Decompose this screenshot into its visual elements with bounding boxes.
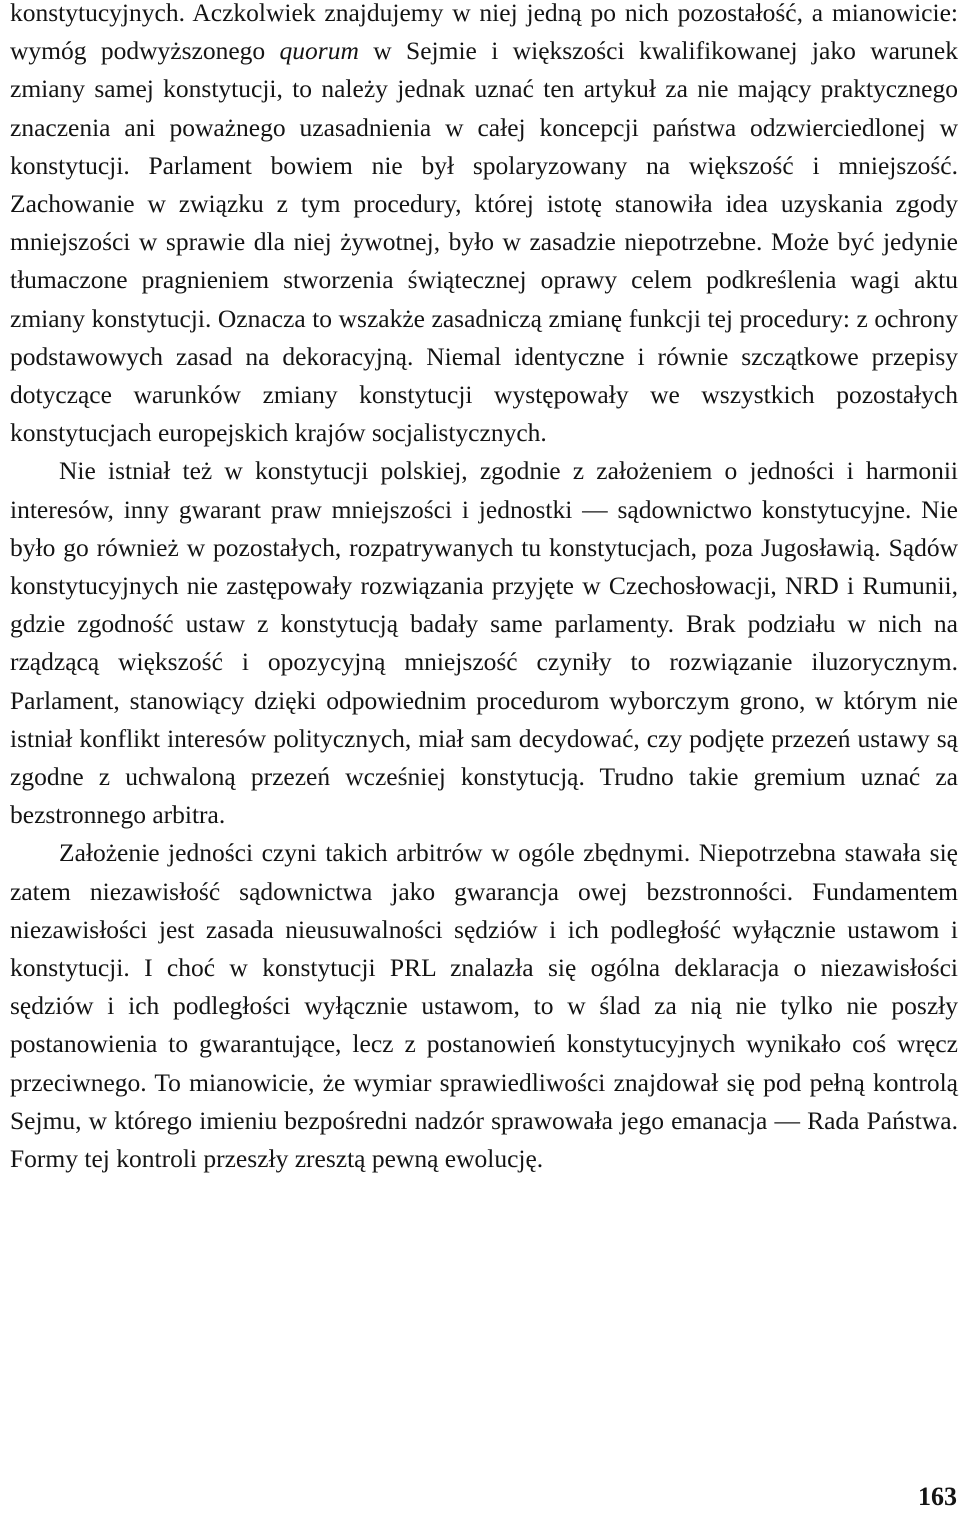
paragraph-1 — [10, 0, 958, 452]
page-body — [10, 0, 958, 1178]
page-number: 163 — [918, 1482, 957, 1511]
paragraph-2: Nie istniał też w konstytucji polskiej, zgodnie z założeniem o jedności i harmonii interesów, inny gwarant praw mniejszości i jednostki — sądownictwo konstytucyjne. Nie było go również w pozostałych, rozpatrywanych tu konstytucjach, poza Jugosławią. Sądów konstytucyjnych nie zastępowały rozwiązania przyjęte w Czechosłowacji, NRD i Rumunii, gdzie zgodność ustaw z konstytucją badały same parlamenty. Brak podziału w nich na rządzącą większość i opozycyjną mniejszość czyniły to rozwiązanie iluzorycznym. Parlament, stanowiący dzięki odpowiednim procedurom wyborczym grono, w którym nie istniał konflikt interesów politycznych, miał sam decydować, czy podjęte przezeń ustawy są zgodne z uchwaloną przezeń wcześniej konstytucją. Trudno takie gremium uznać za bezstronnego arbitra. — [10, 456, 958, 830]
paragraph-3: Założenie jedności czyni takich arbitrów w ogóle zbędnymi. Niepotrzebna stawała się zatem niezawisłość sądownictwa jako gwarancja owej bezstronności. Fundamentem niezawisłości jest zasada nieusuwalności sędziów i ich podległość wyłącznie ustawom i konstytucji. I choć w konstytucji PRL znalazła się ogólna deklaracja o niezawisłości sędziów i ich podległości wyłącznie ustawom, to w ślad za nią nie tylko nie poszły postanowienia to gwarantujące, lecz z postanowień konstytucyjnych wynikało coś wręcz przeciwnego. To mianowicie, że wymiar sprawiedliwości znajdował się pod pełną kontrolą Sejmu, w którego imieniu bezpośredni nadzór sprawowała jego emanacja — Rada Państwa. Formy tej kontroli przeszły zresztą pewną ewolucję. — [10, 838, 958, 1174]
paragraph-1-emphasis: quorum — [279, 36, 359, 66]
paragraph-1-text-after: w Sejmie i większości kwalifikowanej jako warunek zmiany samej konstytucji, to należy jednak uznać ten artykuł za nie mający praktycznego znaczenia ani poważnego uzasadnienia w całej koncepcji państwa odzwierciedlonej w konstytucji. Parlament bowiem nie był spolaryzowany na większość i mniejszość. Zachowanie w związku z tym procedury, której istotę stanowiła idea uzyskania zgody mniejszości w sprawie dla niej żywotnej, było w zasadzie niepotrzebne. Może być jedynie tłumaczone pragnieniem stworzenia świątecznej oprawy celem podkreślenia wagi aktu zmiany konstytucji. Oznacza to wszakże zasadniczą zmianę funkcji tej procedury: z ochrony podstawowych zasad na dekoracyjną. Niemal identyczne i równie szczątkowe przepisy dotyczące warunków zmiany konstytucji występowały we wszystkich pozostałych konstytucjach europejskich krajów socjalistycznych. — [10, 36, 958, 448]
paragraph-1-text-before: konstytucyjnych. Aczkolwiek znajdujemy w niej jedną po nich pozostałość, a mianowicie: wymóg podwyższonego — [10, 0, 958, 66]
